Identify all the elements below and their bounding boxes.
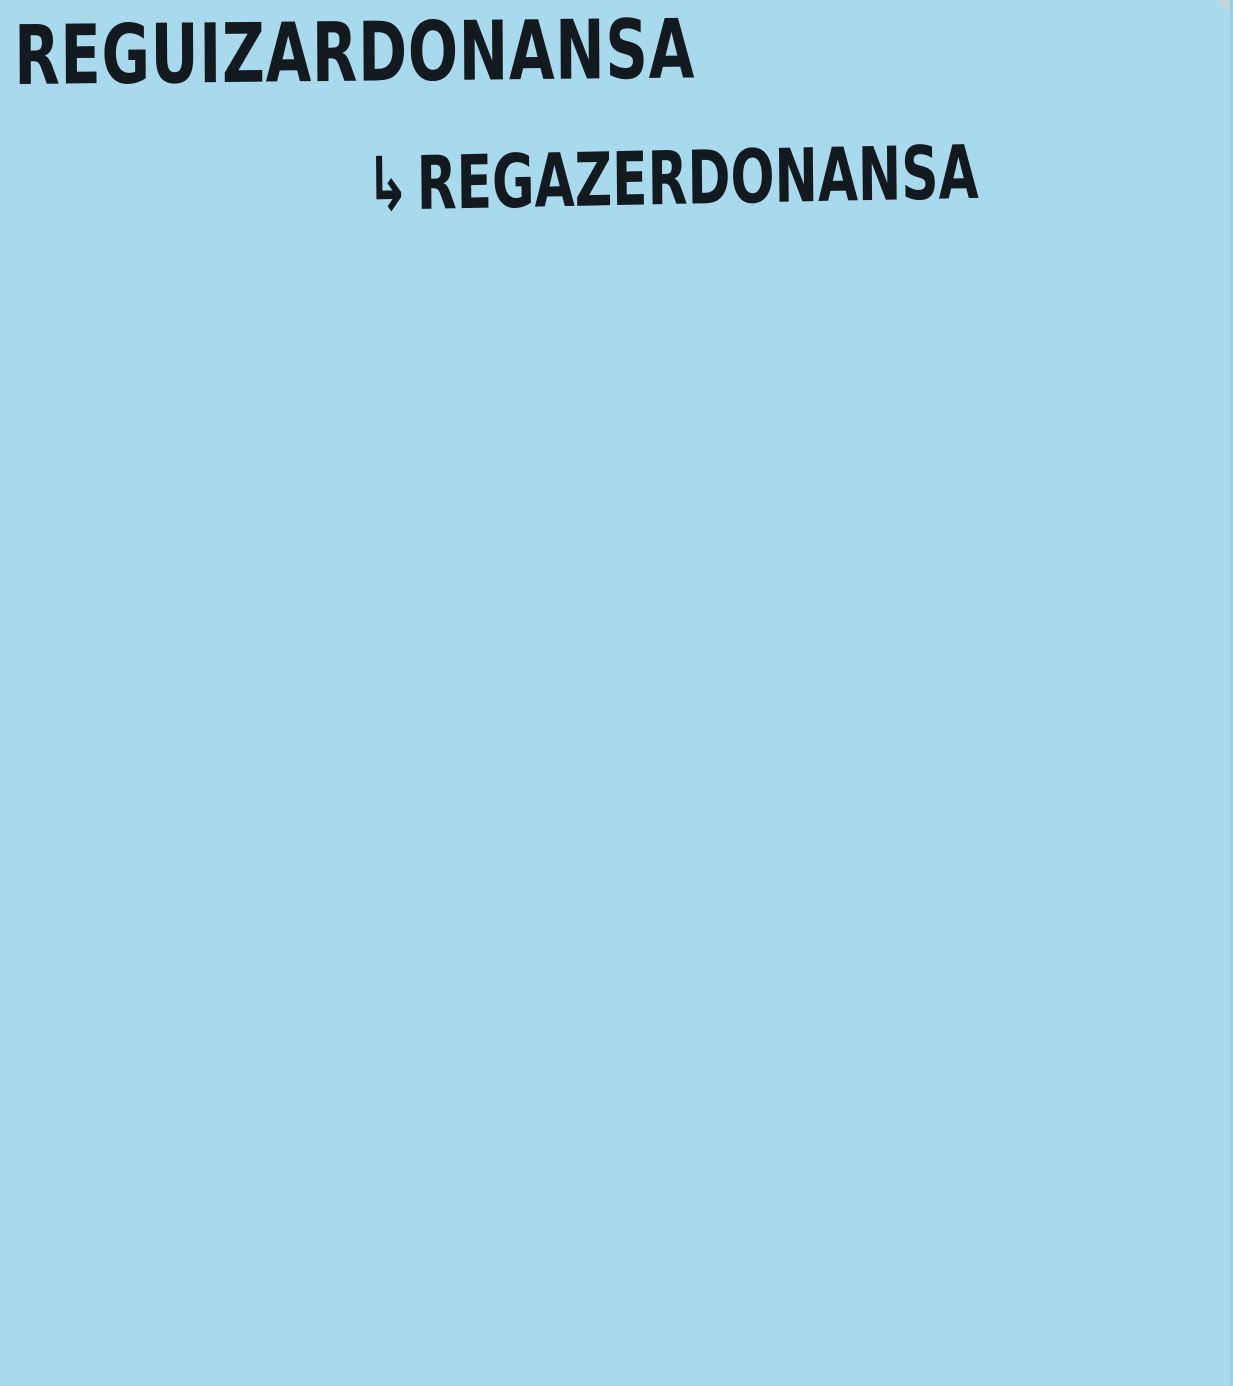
folded-corner: [1217, 0, 1233, 16]
handwritten-line-original: REGUIZARDONANSA: [13, 2, 696, 104]
arrow-icon: ↳: [365, 141, 411, 228]
handwritten-line-variant-text: REGAZERDONANSA: [416, 129, 980, 227]
handwritten-line-variant: [365, 129, 980, 228]
